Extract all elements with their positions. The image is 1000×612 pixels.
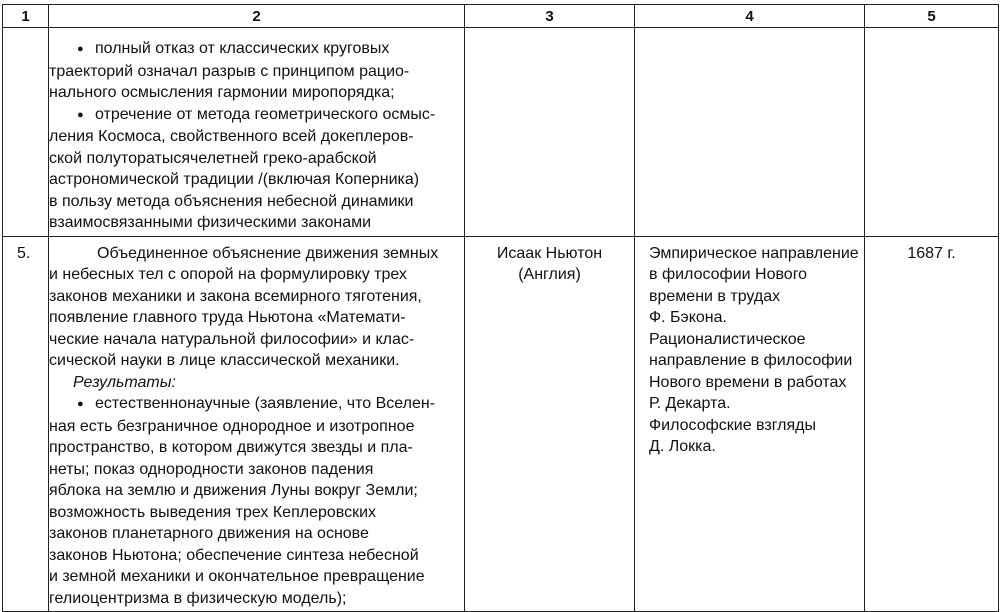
year-cell: 1687 г. [865, 236, 999, 612]
text-line: Философские взгляды [649, 416, 817, 434]
text-line: возможность выведения трех Кеплеровских [49, 503, 377, 521]
text-line: сической науки в лице классической механики. [49, 352, 400, 369]
empty-cell [465, 28, 635, 237]
text-line: Исаак Ньютон [496, 244, 603, 262]
text-line: и небесных тел с опорой на формулировку трех [49, 266, 407, 283]
philosophy-cell [635, 236, 865, 612]
description-text [49, 38, 460, 234]
text-line: астрономической традиции /(включая Коперника) [49, 171, 420, 188]
text-line: законов механики и закона всемирного тяготения, [49, 287, 422, 305]
text-line: ● естественнонаучные (заявление, что Вселен- [73, 393, 460, 416]
text-line: Нового времени в работах [649, 373, 847, 391]
header-cell: 4 [635, 5, 865, 28]
document-table [2, 4, 999, 612]
header-cell: 3 [465, 5, 635, 28]
results-text [49, 393, 460, 609]
text-line: (Англия) [518, 266, 581, 283]
text-line: времени в трудах [649, 287, 781, 305]
row-number [3, 28, 49, 237]
text-line: Объединенное объяснение движения земных [97, 244, 439, 262]
text-line: ческие начала натуральной философии» и клас- [49, 330, 415, 348]
description-cell [49, 28, 465, 237]
text-line: пространство, в котором движутся звезды и пла- [49, 439, 413, 456]
text-line: ● отречение от метода геометрического осмыс- [73, 104, 460, 127]
text-line: Д. Локка. [649, 438, 716, 455]
text-line: законов планетарного движения на основе [49, 525, 369, 542]
text-line: появление главного труда Ньютона «Математи- [49, 309, 406, 326]
header-cell: 1 [3, 5, 49, 28]
header-row [3, 5, 999, 28]
text-line: гелиоцентризма в физическую модель); [49, 589, 347, 607]
text-line: нального осмысления гармонии миропорядка; [49, 84, 395, 101]
text-line: и земной механики и окончательное превращение [49, 568, 425, 585]
text-line: взаимосвязанными физическими законами [49, 214, 372, 231]
description-text [49, 243, 460, 372]
header-cell: 5 [865, 5, 999, 28]
text-line: траекторий означал разрыв с принципом рацио- [49, 62, 410, 80]
scientist-cell [465, 236, 635, 612]
text-line: в пользу метода объяснения небесной динамики [49, 192, 414, 210]
text-line: Эмпирическое направление [649, 244, 859, 262]
text-line: Р. Декарта. [649, 395, 731, 412]
scientist-name [471, 243, 628, 286]
text-line: неты; показ однородности законов падения [49, 460, 374, 478]
table-row [3, 236, 999, 612]
text-line: Рационалистическое [649, 330, 806, 348]
description-cell [49, 236, 465, 612]
row-number: 5. [3, 236, 49, 612]
empty-cell [865, 28, 999, 237]
text-line: ная есть безграничное однородное и изотропное [49, 417, 415, 435]
text-line: Ф. Бэкона. [649, 309, 727, 326]
text-line: в философии Нового [649, 266, 808, 283]
header-cell: 2 [49, 5, 465, 28]
table-row [3, 28, 999, 237]
text-line: направление в философии [649, 352, 853, 369]
text-line: ● полный отказ от классических круговых [73, 38, 460, 61]
text-line: законов Ньютона; обеспечение синтеза небесной [49, 546, 419, 564]
text-line: яблока на землю и движения Луны вокруг Земли; [49, 482, 418, 499]
text-line: ской полуторатысячелетней греко-арабской [49, 149, 377, 167]
text-line: ления Космоса, свойственного всей докеплеров- [49, 128, 414, 145]
empty-cell [635, 28, 865, 237]
results-label: Результаты: [73, 373, 176, 391]
philosophy-text [649, 243, 858, 458]
